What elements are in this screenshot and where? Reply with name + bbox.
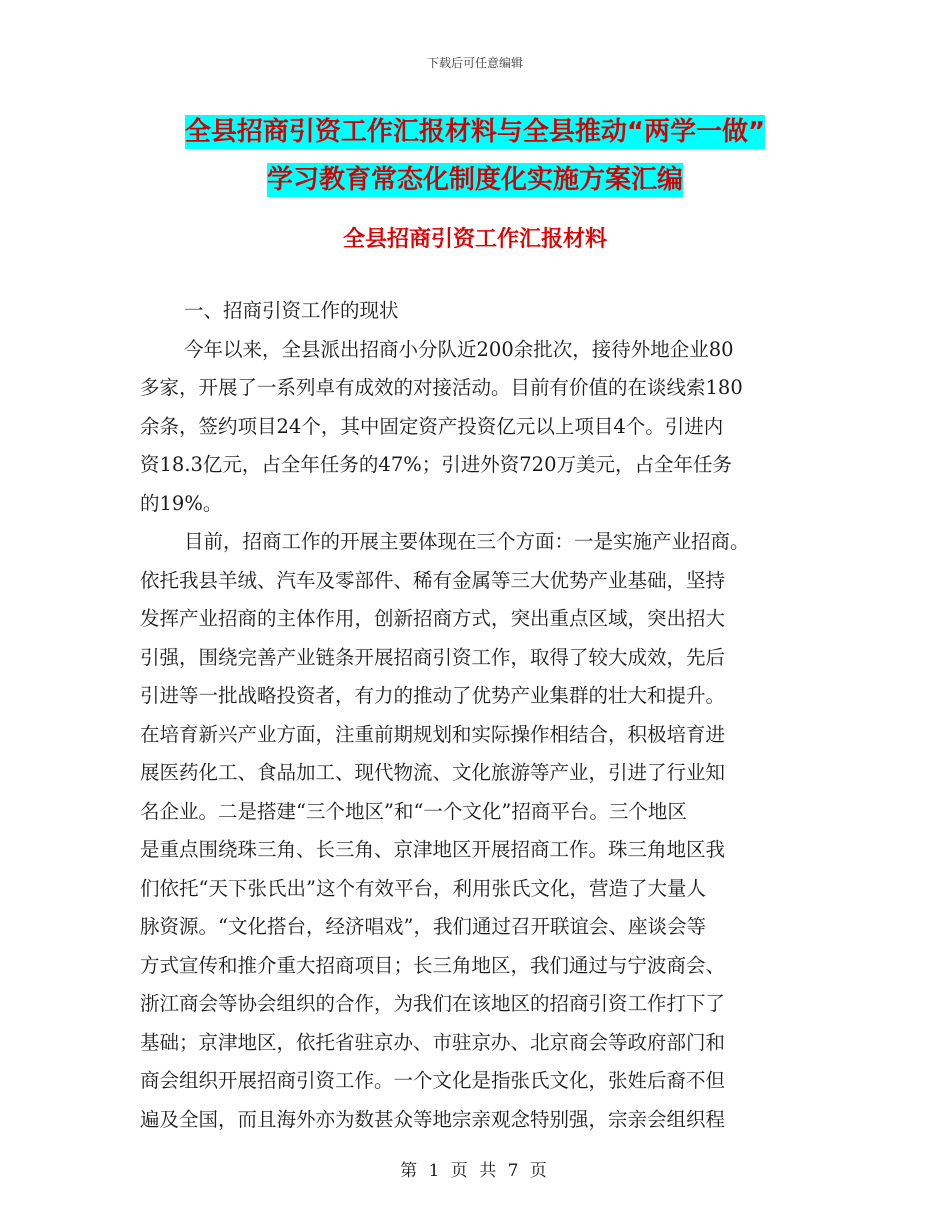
document-title-line-1: 全县招商引资工作汇报材料与全县推动“两学一做” [184, 117, 766, 147]
paragraph-line: 引进等一批战略投资者，有力的推动了优势产业集群的壮大和提升。 [140, 684, 726, 707]
page-header-note: 下载后可任意编辑 [426, 56, 523, 70]
paragraph-line: 们依托“天下张氏出”这个有效平台，利用张氏文化，营造了大量人 [140, 876, 706, 900]
paragraph-line: 商会组织开展招商引资工作。一个文化是指张氏文化，张姓后裔不但 [140, 1069, 726, 1092]
paragraph-line: 名企业。二是搭建“三个地区”和“一个文化”招商平台。三个地区 [140, 799, 687, 823]
paragraph-line: 引强，围绕完善产业链条开展招商引资工作，取得了较大成效，先后 [140, 645, 726, 669]
paragraph-line: 方式宣传和推介重大招商项目；长三角地区，我们通过与宁波商会、 [140, 953, 726, 977]
page-number: 第 1 页 共 7 页 [400, 1161, 550, 1181]
paragraph-line: 依托我县羊绒、汽车及零部件、稀有金属等三大优势产业基础，坚持 [140, 568, 726, 592]
paragraph-line: 是重点围绕珠三角、长三角、京津地区开展招商工作。珠三角地区我 [140, 838, 726, 861]
paragraph-line: 脉资源。“文化搭台，经济唱戏”，我们通过召开联谊会、座谈会等 [140, 915, 706, 938]
paragraph-line: 的19%。 [140, 491, 223, 515]
paragraph-line: 浙江商会等协会组织的合作，为我们在该地区的招商引资工作打下了 [140, 992, 726, 1015]
section-title: 全县招商引资工作汇报材料 [342, 227, 607, 252]
paragraph-line: 目前，招商工作的开展主要体现在三个方面：一是实施产业招商。 [184, 530, 750, 553]
paragraph-line: 展医药化工、食品加工、现代物流、文化旅游等产业，引进了行业知 [140, 761, 726, 784]
document-title [0, 108, 950, 204]
subheading-current-status: 一、招商引资工作的现状 [184, 299, 399, 322]
paragraph-line: 在培育新兴产业方面，注重前期规划和实际操作相结合，积极培育进 [140, 722, 726, 746]
paragraph-line: 多家，开展了一系列卓有成效的对接活动。目前有价值的在谈线索180 [140, 376, 743, 399]
paragraph-line: 发挥产业招商的主体作用，创新招商方式，突出重点区域，突出招大 [140, 607, 726, 630]
paragraph-line: 今年以来，全县派出招商小分队近200余批次，接待外地企业80 [184, 337, 734, 361]
document-title-line-2: 学习教育常态化制度化实施方案汇编 [266, 165, 683, 195]
paragraph-line: 基础；京津地区，依托省驻京办、市驻京办、北京商会等政府部门和 [140, 1030, 726, 1054]
body-text [140, 292, 810, 1139]
paragraph-line: 余条，签约项目24个，其中固定资产投资亿元以上项目4个。引进内 [140, 414, 724, 438]
paragraph-line: 遍及全国，而且海外亦为数甚众等地宗亲观念特别强，宗亲会组织程 [140, 1107, 726, 1131]
paragraph-line: 资18.3亿元，占全年任务的47%；引进外资720万美元，占全年任务 [140, 453, 732, 476]
